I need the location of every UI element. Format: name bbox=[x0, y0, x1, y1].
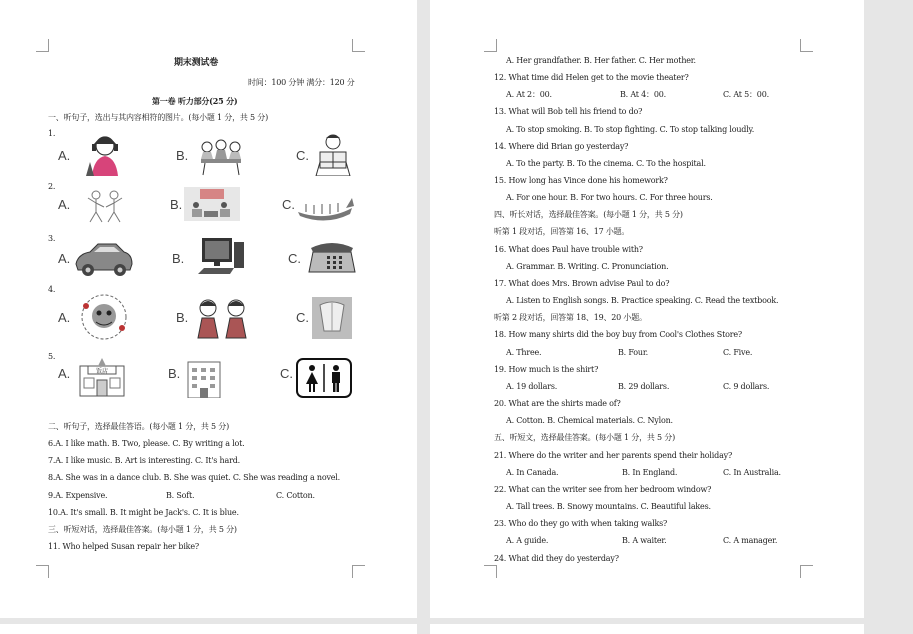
girl-with-headphones-image bbox=[80, 132, 130, 176]
question-17: 17. What does Mrs. Brown advise Paul to do? bbox=[494, 279, 670, 288]
question-20: 20. What are the shirts made of? bbox=[494, 399, 621, 408]
sky-lantern-image bbox=[312, 297, 352, 339]
question-21-option-a: A. In Canada. bbox=[506, 468, 559, 477]
crop-mark bbox=[36, 565, 49, 578]
question-18-option-b: B. Four. bbox=[618, 348, 648, 357]
dialogue-1-instruction: 听第 1 段对话，回答第 16、17 小题。 bbox=[494, 227, 630, 236]
question-16: 16. What does Paul have trouble with? bbox=[494, 245, 643, 254]
next-page-edge bbox=[0, 624, 417, 634]
section-3-title: 三、听短对话，选择最佳答案。(每小题 1 分，共 5 分) bbox=[48, 525, 237, 534]
question-11: 11. Who helped Susan repair her bike? bbox=[48, 542, 199, 551]
question-22: 22. What can the writer see from her bedroom window? bbox=[494, 485, 712, 494]
question-15-options: A. For one hour. B. For two hours. C. For three hours. bbox=[506, 193, 713, 202]
computer-image bbox=[196, 236, 246, 278]
crop-mark bbox=[484, 565, 497, 578]
question-13: 13. What will Bob tell his friend to do? bbox=[494, 107, 643, 116]
option-b-label: B. bbox=[170, 197, 183, 212]
section-2-title: 二、听句子，选择最佳答语。(每小题 1 分，共 5 分) bbox=[48, 422, 229, 431]
q5-number: 5. bbox=[48, 352, 56, 361]
question-8: 8.A. She was in a dance club. B. She was quiet. C. She was reading a novel. bbox=[48, 473, 341, 482]
question-18: 18. How many shirts did the boy buy from Cool's Clothes Store? bbox=[494, 330, 742, 339]
option-a-label: A. bbox=[58, 251, 71, 266]
restaurant-sign: 饭店 bbox=[95, 368, 109, 375]
dialogue-2-instruction: 听第 2 段对话，回答第 18、19、20 小题。 bbox=[494, 313, 647, 322]
question-16-options: A. Grammar. B. Writing. C. Pronunciation. bbox=[506, 262, 669, 271]
question-19: 19. How much is the shirt? bbox=[494, 365, 599, 374]
boy-reading-image bbox=[312, 132, 354, 176]
option-a-label: A. bbox=[58, 148, 71, 163]
telephone-image bbox=[307, 238, 357, 276]
question-19-option-c: C. 9 dollars. bbox=[723, 382, 770, 391]
option-c-label: C. bbox=[282, 197, 295, 212]
children-in-costume-image bbox=[194, 296, 252, 340]
crop-mark bbox=[484, 39, 497, 52]
exam-meta: 时间：100 分钟 满分：120 分 bbox=[248, 78, 355, 87]
restroom-sign-icon bbox=[296, 358, 352, 398]
question-17-options: A. Listen to English songs. B. Practice speaking. C. Read the textbook. bbox=[506, 296, 779, 305]
option-b-label: B. bbox=[176, 148, 189, 163]
option-b-label: B. bbox=[168, 366, 181, 381]
dragon-boat-image bbox=[296, 192, 354, 222]
classroom-image bbox=[184, 187, 240, 221]
exam-title: 期末测试卷 bbox=[174, 58, 219, 68]
question-14-options: A. To the party. B. To the cinema. C. To the hospital. bbox=[506, 159, 706, 168]
option-a-label: A. bbox=[58, 197, 71, 212]
question-12-option-a: A. At 2：00. bbox=[506, 90, 552, 99]
question-23-option-a: A. A guide. bbox=[506, 536, 549, 545]
question-19-option-b: B. 29 dollars. bbox=[618, 382, 670, 391]
question-21: 21. Where do the writer and her parents spend their holiday? bbox=[494, 451, 733, 460]
option-b-label: B. bbox=[172, 251, 185, 266]
dancing-people-image bbox=[80, 188, 130, 224]
question-12-option-c: C. At 5：00. bbox=[723, 90, 769, 99]
question-9-option-a: 9.A. Expensive. bbox=[48, 491, 108, 500]
question-24: 24. What did they do yesterday? bbox=[494, 554, 619, 563]
question-23-option-c: C. A manager. bbox=[723, 536, 778, 545]
option-c-label: C. bbox=[296, 310, 309, 325]
question-12: 12. What time did Helen get to the movie theater? bbox=[494, 73, 689, 82]
question-15: 15. How long has Vince done his homework? bbox=[494, 176, 668, 185]
q2-number: 2. bbox=[48, 182, 56, 191]
question-19-option-a: A. 19 dollars. bbox=[506, 382, 558, 391]
crop-mark bbox=[800, 39, 813, 52]
document-page-2 bbox=[430, 0, 864, 618]
family-dinner-image bbox=[193, 135, 248, 177]
question-18-option-c: C. Five. bbox=[723, 348, 753, 357]
question-9-option-c: C. Cotton. bbox=[276, 491, 315, 500]
question-23: 23. Who do they go with when taking walks? bbox=[494, 519, 668, 528]
question-22-options: A. Tall trees. B. Snowy mountains. C. Beautiful lakes. bbox=[506, 502, 711, 511]
crop-mark bbox=[800, 565, 813, 578]
question-21-option-c: C. In Australia. bbox=[723, 468, 781, 477]
q3-number: 3. bbox=[48, 234, 56, 243]
question-12-option-b: B. At 4：00. bbox=[620, 90, 666, 99]
question-6: 6.A. I like math. B. Two, please. C. By writing a lot. bbox=[48, 439, 245, 448]
next-page-edge bbox=[430, 624, 864, 634]
question-9-option-b: B. Soft. bbox=[166, 491, 195, 500]
crop-mark bbox=[36, 39, 49, 52]
crop-mark bbox=[352, 39, 365, 52]
q1-number: 1. bbox=[48, 129, 56, 138]
q4-number: 4. bbox=[48, 285, 56, 294]
option-c-label: C. bbox=[280, 366, 293, 381]
question-13-options: A. To stop smoking. B. To stop fighting. C. To stop talking loudly. bbox=[506, 125, 755, 134]
option-b-label: B. bbox=[176, 310, 189, 325]
document-page-1 bbox=[0, 0, 417, 618]
restaurant-building-image bbox=[74, 354, 130, 398]
question-11-options: A. Her grandfather. B. Her father. C. Her mother. bbox=[506, 56, 696, 65]
question-18-option-a: A. Three. bbox=[506, 348, 542, 357]
question-23-option-b: B. A waiter. bbox=[622, 536, 667, 545]
question-21-option-b: B. In England. bbox=[622, 468, 678, 477]
section-1-title: 一、听句子，选出与其内容相符的图片。(每小题 1 分，共 5 分) bbox=[48, 113, 268, 122]
question-14: 14. Where did Brian go yesterday? bbox=[494, 142, 629, 151]
part-title: 第一卷 听力部分(25 分) bbox=[152, 96, 238, 106]
option-a-label: A. bbox=[58, 366, 71, 381]
section-5-title: 五、听短文，选择最佳答案。(每小题 1 分，共 5 分) bbox=[494, 433, 675, 442]
section-4-title: 四、听长对话，选择最佳答案。(每小题 1 分，共 5 分) bbox=[494, 210, 683, 219]
option-c-label: C. bbox=[296, 148, 309, 163]
crop-mark bbox=[352, 565, 365, 578]
hospital-building-image bbox=[184, 356, 224, 398]
question-20-options: A. Cotton. B. Chemical materials. C. Nylon. bbox=[506, 416, 673, 425]
lion-dance-image bbox=[78, 292, 130, 342]
option-c-label: C. bbox=[288, 251, 301, 266]
car-image bbox=[72, 240, 134, 278]
question-10: 10.A. It's small. B. It might be Jack's. C. It is blue. bbox=[48, 508, 239, 517]
option-a-label: A. bbox=[58, 310, 71, 325]
question-7: 7.A. I like music. B. Art is interesting. C. It's hard. bbox=[48, 456, 240, 465]
